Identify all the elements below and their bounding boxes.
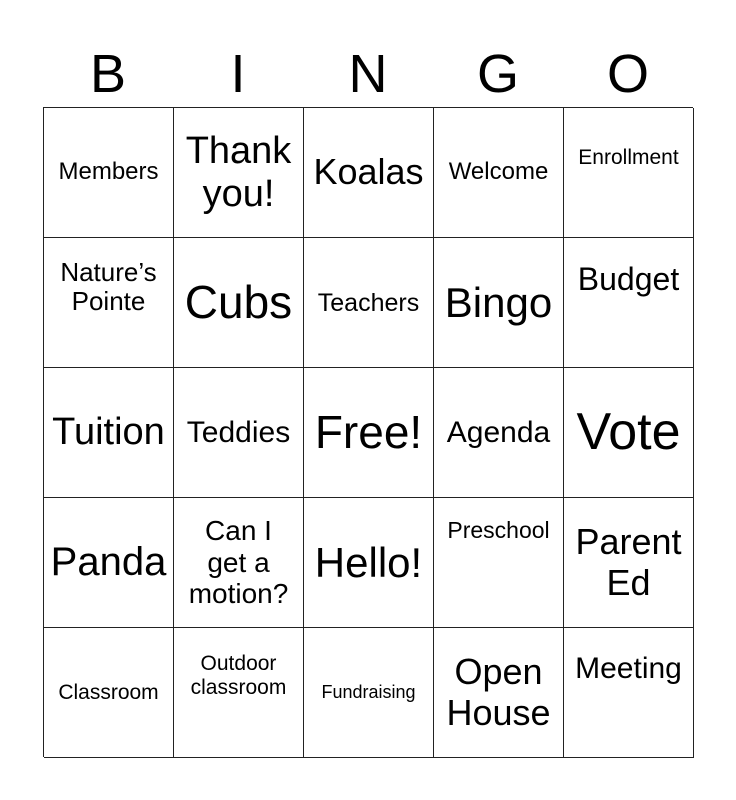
- bingo-cell-r5-c3[interactable]: [304, 628, 434, 758]
- bingo-cell-label: Nature’s Pointe: [60, 257, 157, 317]
- bingo-header: [43, 40, 693, 108]
- bingo-cell-r3-c5[interactable]: [564, 368, 694, 498]
- bingo-cell-label: Hello!: [314, 538, 423, 586]
- bingo-cell-label: Teachers: [317, 288, 420, 317]
- bingo-cell-r5-c1[interactable]: [44, 628, 174, 758]
- bingo-cell-label: Classroom: [58, 680, 159, 704]
- bingo-cell-r3-c4[interactable]: [434, 368, 564, 498]
- bingo-cell-label: Enrollment: [578, 146, 679, 169]
- bingo-cell-r2-c1[interactable]: [44, 238, 174, 368]
- bingo-cell-label: Free!: [314, 405, 423, 458]
- bingo-cell-label: Preschool: [447, 517, 550, 543]
- bingo-cell-r5-c5[interactable]: [564, 628, 694, 758]
- bingo-cell-r5-c4[interactable]: [434, 628, 564, 758]
- bingo-cell-r1-c5[interactable]: [564, 108, 694, 238]
- bingo-cell-label: Bingo: [444, 278, 553, 326]
- bingo-cell-r1-c1[interactable]: [44, 108, 174, 238]
- bingo-cell-label: Cubs: [184, 275, 293, 328]
- bingo-board: [43, 107, 693, 757]
- header-letter-g: G: [476, 44, 519, 104]
- bingo-cell-label: Outdoor classroom: [190, 652, 287, 699]
- bingo-cell-r1-c2[interactable]: [174, 108, 304, 238]
- bingo-cell-r1-c3[interactable]: [304, 108, 434, 238]
- bingo-cell-label: Thank you!: [185, 129, 292, 215]
- bingo-cell-r4-c4[interactable]: [434, 498, 564, 628]
- bingo-cell-label: Fundraising: [321, 682, 416, 703]
- bingo-cell-label: Koalas: [313, 151, 424, 193]
- header-letter-o: O: [606, 44, 649, 104]
- bingo-cell-r4-c2[interactable]: [174, 498, 304, 628]
- bingo-cell-r3-c2[interactable]: [174, 368, 304, 498]
- bingo-cell-r3-c1[interactable]: [44, 368, 174, 498]
- bingo-cell-r4-c5[interactable]: [564, 498, 694, 628]
- bingo-cell-r4-c1[interactable]: [44, 498, 174, 628]
- bingo-cell-r2-c2[interactable]: [174, 238, 304, 368]
- bingo-cell-label: Can I get a motion?: [188, 515, 289, 610]
- header-letter-b: B: [89, 44, 127, 104]
- header-letter-n: N: [348, 44, 388, 104]
- bingo-cell-label: Open House: [446, 651, 551, 733]
- header-letter-i: I: [230, 44, 246, 104]
- bingo-cell-r3-c3[interactable]: [304, 368, 434, 498]
- bingo-cell-r2-c3[interactable]: [304, 238, 434, 368]
- bingo-cell-label: Panda: [50, 540, 167, 585]
- bingo-cell-r4-c3[interactable]: [304, 498, 434, 628]
- bingo-cell-r5-c2[interactable]: [174, 628, 304, 758]
- bingo-cell-r1-c4[interactable]: [434, 108, 564, 238]
- bingo-cell-label: Members: [58, 158, 159, 186]
- bingo-cell-label: Tuition: [52, 411, 165, 454]
- bingo-cell-label: Welcome: [448, 158, 549, 186]
- bingo-cell-r2-c5[interactable]: [564, 238, 694, 368]
- bingo-cell-label: Parent Ed: [575, 521, 682, 603]
- bingo-cell-label: Vote: [576, 403, 681, 462]
- bingo-cell-label: Teddies: [186, 415, 291, 449]
- bingo-cell-label: Budget: [577, 261, 680, 297]
- bingo-cell-label: Agenda: [446, 415, 551, 449]
- bingo-cell-r2-c4[interactable]: [434, 238, 564, 368]
- bingo-cell-label: Meeting: [575, 652, 682, 685]
